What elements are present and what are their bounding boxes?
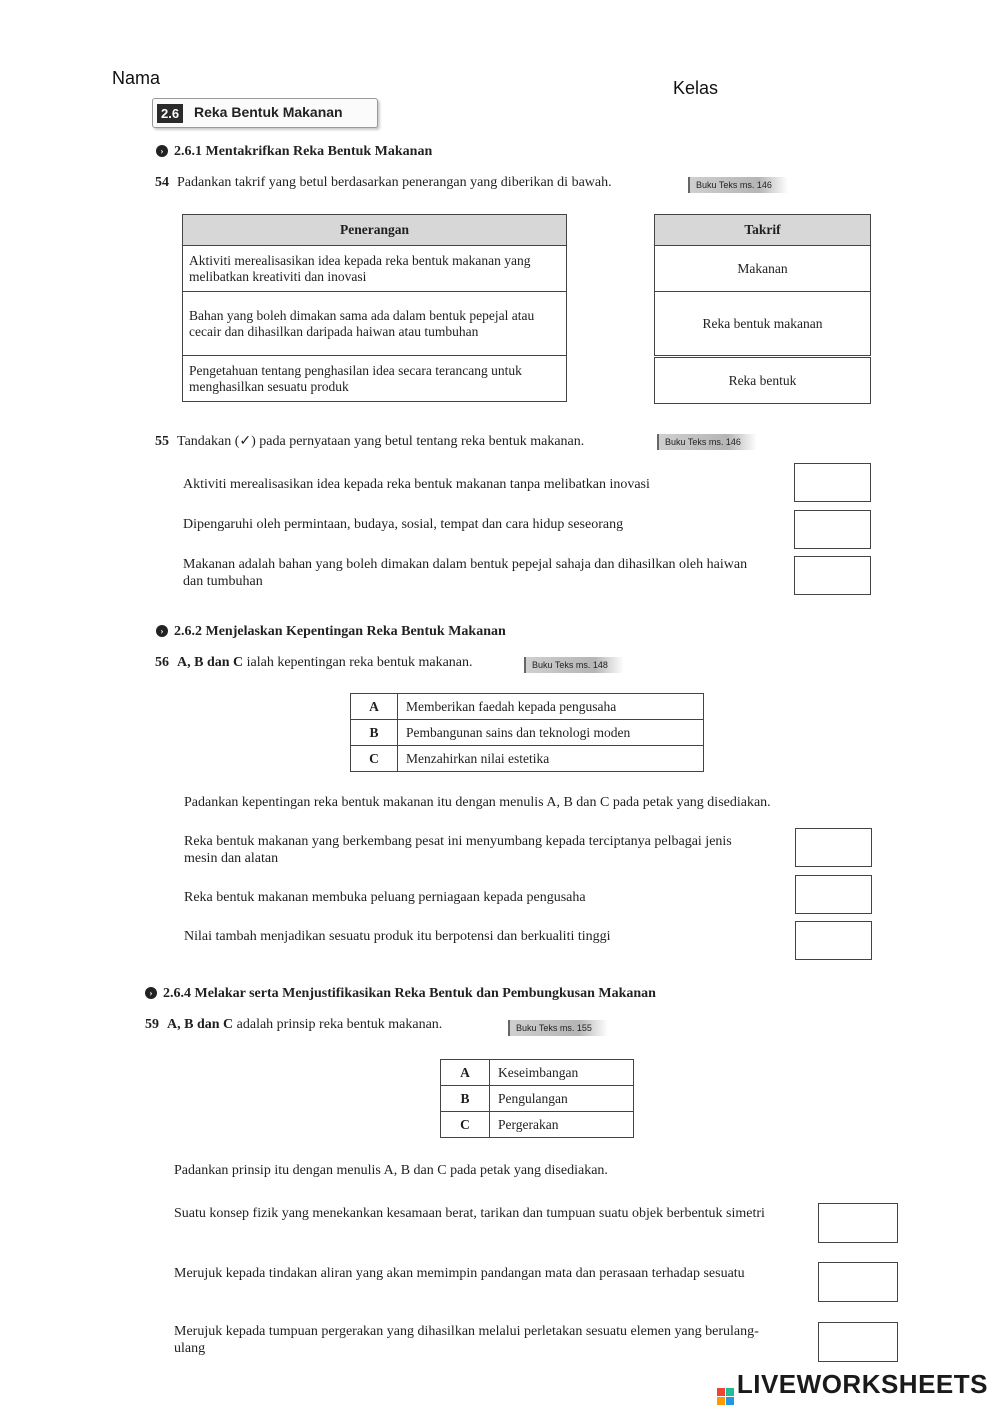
q59-answer-box-1[interactable] (818, 1203, 898, 1243)
question-number: 54 (155, 175, 169, 190)
subsection-title: 2.6.4 Melakar serta Menjustifikasikan Reka Bentuk dan Pembungkusan Makanan (163, 986, 656, 1001)
q56-statement-2: Reka bentuk makanan membuka peluang perniagaan kepada pengusaha (184, 890, 586, 905)
q59-instruction: Padankan prinsip itu dengan menulis A, B dan C pada petak yang disediakan. (174, 1163, 608, 1178)
arrow-icon: › (145, 987, 157, 999)
question-54 (155, 175, 612, 191)
q56-answer-box-1[interactable] (795, 828, 872, 867)
takrif-row-1[interactable]: Makanan (655, 246, 871, 292)
table-value: Keseimbangan (490, 1060, 634, 1086)
question-55 (155, 433, 584, 450)
table-key: A (441, 1060, 490, 1086)
subsection-title: 2.6.1 Mentakrifkan Reka Bentuk Makanan (174, 144, 433, 159)
q55-answer-box-1[interactable] (794, 463, 871, 502)
textbook-ref: Buku Teks ms. 146 (688, 177, 788, 193)
question-number: 55 (155, 434, 169, 449)
penerangan-row-3[interactable]: Pengetahuan tentang penghasilan idea secara terancang untuk menghasilkan sesuatu produk (183, 356, 567, 402)
q59-statement-3: Merujuk kepada tumpuan pergerakan yang dihasilkan melalui perletakan sesuatu elemen yang berulang-ulang (174, 1324, 759, 1356)
q55-answer-box-2[interactable] (794, 510, 871, 549)
kepentingan-table (350, 693, 704, 772)
question-number: 56 (155, 655, 169, 670)
table-key: C (441, 1112, 490, 1138)
question-59 (145, 1017, 442, 1033)
section-badge (152, 98, 378, 128)
nama-label: Nama (112, 68, 161, 88)
logo-mark-icon (717, 1388, 734, 1405)
q59-answer-box-2[interactable] (818, 1262, 898, 1302)
q55-statement-1: Aktiviti merealisasikan idea kepada reka bentuk makanan tanpa melibatkan inovasi (183, 477, 650, 492)
table-key: B (351, 720, 398, 746)
q56-answer-box-3[interactable] (795, 921, 872, 960)
subsection-2-6-4 (145, 986, 656, 1002)
table-value: Menzahirkan nilai estetika (398, 746, 704, 772)
penerangan-row-1[interactable]: Aktiviti merealisasikan idea kepada reka bentuk makanan yang melibatkan kreativiti dan inovasi (183, 246, 567, 292)
question-text-bold: A, B dan C (167, 1017, 234, 1032)
penerangan-row-2[interactable]: Bahan yang boleh dimakan sama ada dalam bentuk pepejal atau cecair dan dihasilkan daripada haiwan atau tumbuhan (183, 292, 567, 356)
prinsip-table (440, 1059, 634, 1138)
q56-statement-3: Nilai tambah menjadikan sesuatu produk itu berpotensi dan berkualiti tinggi (184, 929, 611, 944)
section-number: 2.6 (157, 104, 183, 123)
logo-text: LIVEWORKSHEETS (736, 1369, 988, 1399)
table-value: Pergerakan (490, 1112, 634, 1138)
question-text-bold: A, B dan C (177, 655, 244, 670)
table-value: Pengulangan (490, 1086, 634, 1112)
q59-statement-2: Merujuk kepada tindakan aliran yang akan memimpin pandangan mata dan perasaan terhadap sesuatu (174, 1266, 745, 1281)
question-56 (155, 655, 473, 671)
textbook-ref: Buku Teks ms. 155 (508, 1020, 608, 1036)
table-header: Penerangan (183, 215, 567, 246)
subsection-title: 2.6.2 Menjelaskan Kepentingan Reka Bentuk Makanan (174, 624, 506, 639)
question-text: Padankan takrif yang betul berdasarkan penerangan yang diberikan di bawah. (177, 175, 612, 190)
arrow-icon: › (156, 625, 168, 637)
table-key: C (351, 746, 398, 772)
kelas-label: Kelas (673, 78, 719, 98)
penerangan-table (182, 214, 567, 402)
table-value: Memberikan faedah kepada pengusaha (398, 694, 704, 720)
question-number: 59 (145, 1017, 159, 1032)
takrif-column (654, 214, 871, 404)
q55-statement-3: Makanan adalah bahan yang boleh dimakan dalam bentuk pepejal sahaja dan dihasilkan oleh haiwan dan tumbuhan (183, 557, 748, 589)
q56-answer-box-2[interactable] (795, 875, 872, 914)
liveworksheets-logo (717, 1369, 988, 1405)
table-value: Pembangunan sains dan teknologi moden (398, 720, 704, 746)
subsection-2-6-1 (156, 144, 432, 160)
subsection-2-6-2 (156, 624, 506, 640)
q56-statement-1: Reka bentuk makanan yang berkembang pesat ini menyumbang kepada terciptanya pelbagai jenis mesin dan alatan (184, 834, 732, 866)
textbook-ref: Buku Teks ms. 148 (524, 657, 624, 673)
table-header: Takrif (655, 215, 871, 246)
q59-statement-1: Suatu konsep fizik yang menekankan kesamaan berat, tarikan dan tumpuan suatu objek berbentuk simetri (174, 1206, 765, 1221)
question-text: ialah kepentingan reka bentuk makanan. (243, 655, 473, 670)
section-title: Reka Bentuk Makanan (194, 104, 343, 120)
table-key: A (351, 694, 398, 720)
q55-answer-box-3[interactable] (794, 556, 871, 595)
textbook-ref: Buku Teks ms. 146 (657, 434, 757, 450)
q56-instruction: Padankan kepentingan reka bentuk makanan itu dengan menulis A, B dan C pada petak yang disediakan. (184, 795, 771, 810)
table-key: B (441, 1086, 490, 1112)
q55-statement-2: Dipengaruhi oleh permintaan, budaya, sosial, tempat dan cara hidup seseorang (183, 517, 624, 532)
question-text: Tandakan (✓) pada pernyataan yang betul tentang reka bentuk makanan. (177, 434, 585, 449)
q59-answer-box-3[interactable] (818, 1322, 898, 1362)
takrif-row-2[interactable]: Reka bentuk makanan (655, 292, 871, 356)
takrif-row-3[interactable]: Reka bentuk (655, 358, 871, 404)
question-text: adalah prinsip reka bentuk makanan. (233, 1017, 443, 1032)
arrow-icon: › (156, 145, 168, 157)
